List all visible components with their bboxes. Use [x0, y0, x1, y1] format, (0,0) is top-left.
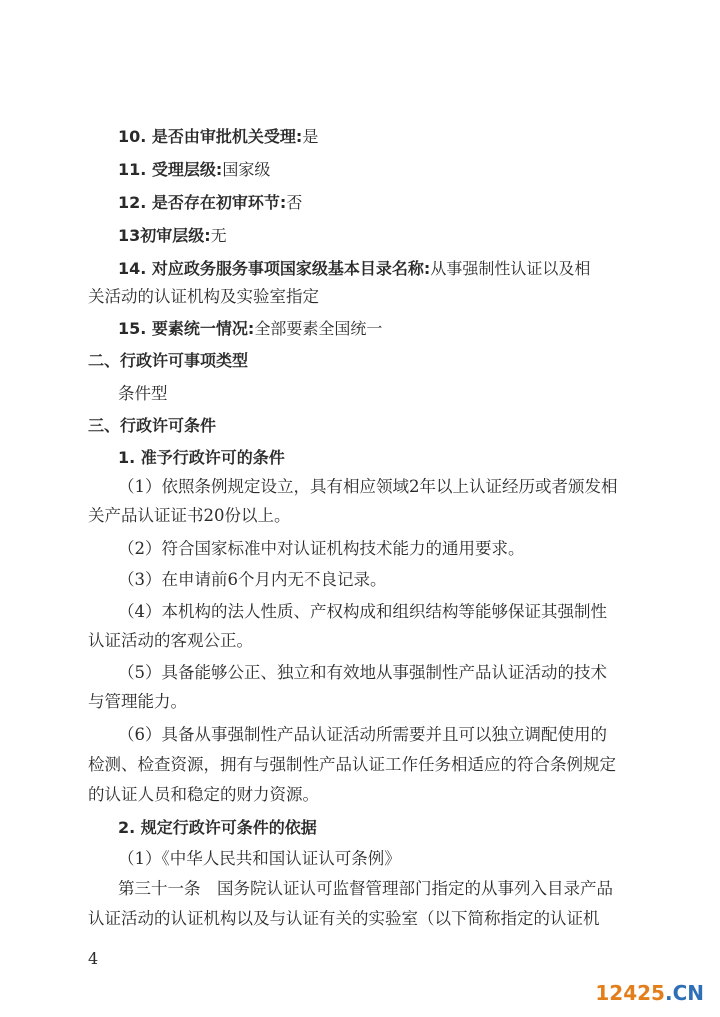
condition-5-line-1: （5）具备能够公正、独立和有效地从事强制性产品认证活动的技术: [118, 663, 607, 682]
subheading-basis: 2. 规定行政许可条件的依据: [118, 818, 317, 837]
article-31-line-1: 第三十一条 国务院认证认可监督管理部门指定的从事列入目录产品: [118, 879, 613, 898]
condition-6-line-1: （6）具备从事强制性产品认证活动所需要并且可以独立调配使用的: [118, 725, 607, 744]
condition-4-line-1: （4）本机构的法人性质、产权构成和组织结构等能够保证其强制性: [118, 602, 607, 621]
condition-1-line-2: 关产品认证证书20份以上。: [88, 506, 291, 525]
condition-1-line-1: （1）依照条例规定设立，具有相应领域2年以上认证经历或者颁发相: [118, 477, 618, 496]
section-heading-2: 二、行政许可事项类型: [88, 351, 249, 370]
section-heading-3: 三、行政许可条件: [88, 416, 217, 435]
item-13: 13初审层级:无: [118, 226, 227, 245]
item-10: 10. 是否由审批机关受理:是: [118, 127, 319, 146]
condition-4-line-2: 认证活动的客观公正。: [88, 631, 253, 650]
basis-regulation-title: （1）《中华人民共和国认证认可条例》: [118, 849, 401, 868]
site-watermark: 12425.CN: [595, 981, 704, 1005]
section-2-body: 条件型: [118, 384, 168, 403]
condition-2: （2）符合国家标准中对认证机构技术能力的通用要求。: [118, 539, 525, 558]
condition-6-line-3: 的认证人员和稳定的财力资源。: [88, 785, 319, 804]
condition-6-line-2: 检测、检查资源，拥有与强制性产品认证工作任务相适应的符合条例规定: [88, 755, 616, 774]
item-12: 12. 是否存在初审环节:否: [118, 193, 303, 212]
subheading-conditions: 1. 准予行政许可的条件: [118, 448, 285, 467]
item-11: 11. 受理层级:国家级: [118, 160, 271, 179]
item-14: 14. 对应政务服务事项国家级基本目录名称:从事强制性认证以及相: [118, 259, 591, 278]
article-31-line-2: 认证活动的认证机构以及与认证有关的实验室（以下简称指定的认证机: [88, 909, 600, 928]
page-number: 4: [88, 949, 99, 968]
item-14-continued: 关活动的认证机构及实验室指定: [88, 287, 319, 306]
item-15: 15. 要素统一情况:全部要素全国统一: [118, 319, 383, 338]
condition-3: （3）在申请前6个月内无不良记录。: [118, 570, 387, 589]
condition-5-line-2: 与管理能力。: [88, 692, 187, 711]
